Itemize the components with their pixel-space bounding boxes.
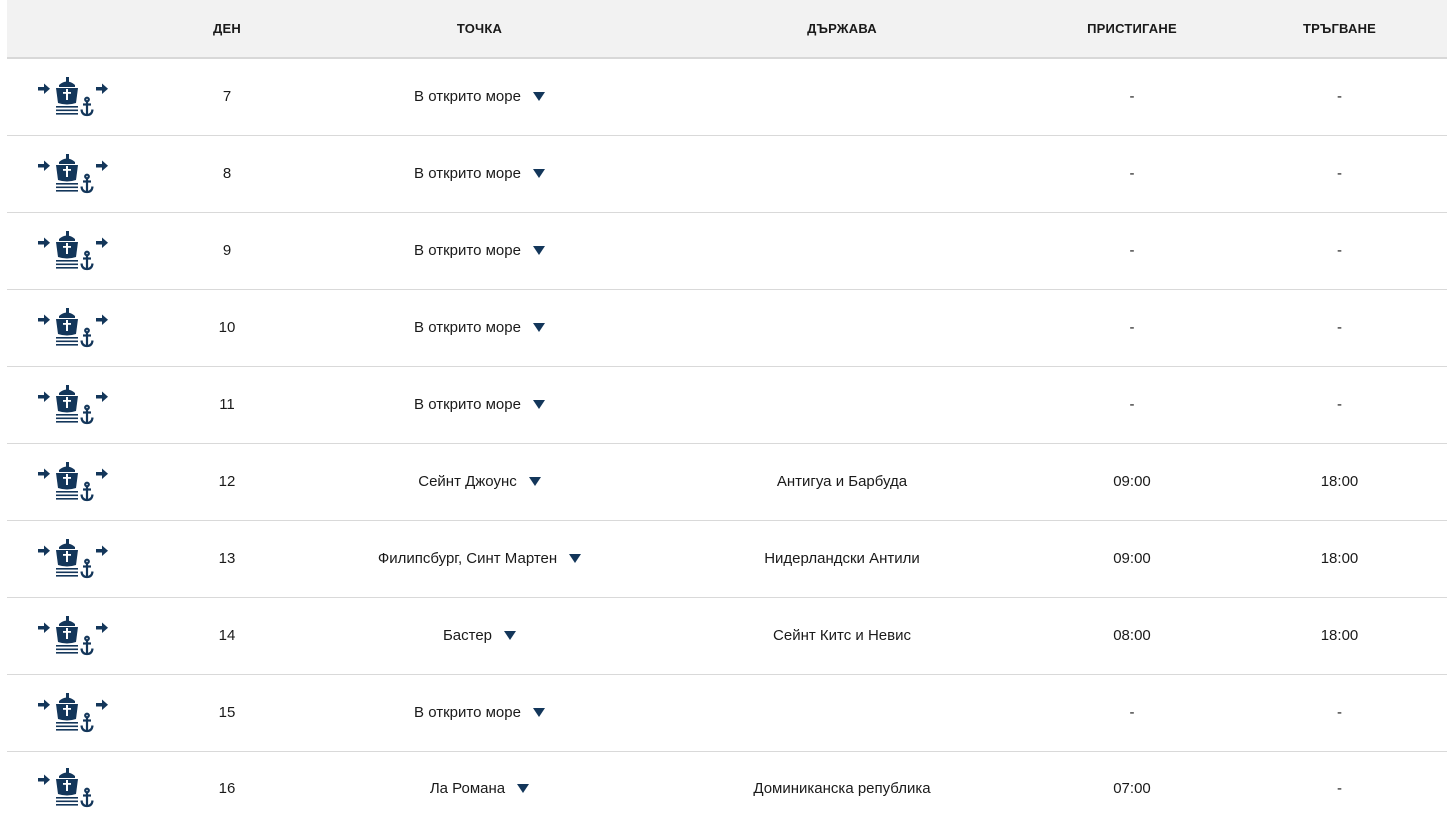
table-row <box>7 135 1447 212</box>
day-cell: 9 <box>222 242 232 259</box>
table-row <box>7 443 1447 520</box>
header-departure: ТРЪГВАНЕ <box>1232 0 1447 58</box>
port-cell <box>307 597 652 674</box>
arrival-cell: 07:00 <box>1113 779 1151 797</box>
port-cell <box>307 366 652 443</box>
day-cell: 11 <box>219 396 235 413</box>
table-row <box>7 289 1447 366</box>
icon-cell <box>7 212 147 289</box>
departure-cell: - <box>1337 396 1342 413</box>
port-label: В открито море <box>414 242 521 259</box>
caret-down-icon[interactable] <box>569 554 581 563</box>
table-row <box>7 366 1447 443</box>
arrival-cell: 08:00 <box>1113 627 1151 644</box>
day-cell: 7 <box>222 88 232 106</box>
icon-cell <box>7 289 147 366</box>
port-label: Ла Романа <box>429 779 506 797</box>
country-cell <box>652 674 1032 751</box>
port-cell <box>307 443 652 520</box>
table-row <box>7 751 1447 825</box>
ship-sea-icon <box>32 306 122 350</box>
table-row <box>7 674 1447 751</box>
port-dropdown[interactable] <box>414 88 545 105</box>
port-dropdown[interactable] <box>443 627 516 644</box>
icon-cell <box>7 443 147 520</box>
departure-cell: - <box>1337 704 1342 721</box>
port-label: В открито море <box>414 88 521 106</box>
port-dropdown[interactable] <box>414 242 545 259</box>
itinerary-rows <box>7 58 1447 825</box>
ship-sea-icon <box>32 537 122 581</box>
arrival-cell: - <box>1129 88 1135 106</box>
arrival-cell: - <box>1129 165 1135 182</box>
caret-down-icon[interactable] <box>533 169 545 178</box>
port-cell <box>307 212 652 289</box>
day-cell: 15 <box>218 704 236 721</box>
port-cell <box>307 58 652 135</box>
arrival-cell: - <box>1129 396 1135 413</box>
caret-down-icon[interactable] <box>517 784 529 793</box>
arrival-cell: - <box>1129 704 1135 721</box>
icon-cell <box>7 751 147 825</box>
table-row <box>7 520 1447 597</box>
port-cell <box>307 520 652 597</box>
port-dropdown[interactable] <box>414 396 545 413</box>
ship-sea-icon <box>32 614 122 658</box>
ship-sea-icon <box>32 229 122 273</box>
port-cell <box>307 674 652 751</box>
departure-cell: 18:00 <box>1320 627 1359 644</box>
ship-sea-icon <box>32 152 122 196</box>
port-label: В открито море <box>414 165 521 182</box>
port-dropdown[interactable] <box>414 704 545 721</box>
country-cell <box>652 135 1032 212</box>
day-cell: 10 <box>218 319 236 336</box>
port-dropdown[interactable] <box>418 473 541 490</box>
country-cell: Нидерландски Антили <box>764 550 920 567</box>
port-label: Бастер <box>442 627 493 644</box>
table-row <box>7 58 1447 135</box>
ship-sea-icon <box>32 460 122 504</box>
country-cell <box>652 366 1032 443</box>
day-cell: 12 <box>218 473 236 490</box>
header-icon <box>7 0 147 58</box>
departure-cell: - <box>1337 242 1342 259</box>
day-cell: 14 <box>218 627 236 644</box>
departure-cell: - <box>1337 319 1342 336</box>
departure-cell: 18:00 <box>1320 550 1359 567</box>
day-cell: 8 <box>222 165 232 182</box>
port-dropdown[interactable] <box>430 780 529 797</box>
icon-cell <box>7 520 147 597</box>
country-cell <box>652 212 1032 289</box>
departure-cell: - <box>1337 88 1342 106</box>
caret-down-icon[interactable] <box>504 631 516 640</box>
table-row <box>7 212 1447 289</box>
country-cell: Доминиканска република <box>753 779 931 797</box>
port-label: В открито море <box>414 319 521 336</box>
itinerary <box>7 0 1447 825</box>
port-label: В открито море <box>414 704 521 721</box>
header-day: ДЕН <box>147 0 307 58</box>
ship-sea-icon <box>32 383 122 427</box>
port-cell <box>307 135 652 212</box>
arrival-cell: 09:00 <box>1113 550 1151 567</box>
departure-cell: 18:00 <box>1320 473 1359 490</box>
itinerary-table <box>7 0 1447 825</box>
port-dropdown[interactable] <box>378 550 581 567</box>
icon-cell <box>7 135 147 212</box>
country-cell: Сейнт Китс и Невис <box>773 627 911 644</box>
ship-sea-icon <box>32 75 122 119</box>
port-dropdown[interactable] <box>414 319 545 336</box>
port-cell <box>307 289 652 366</box>
port-dropdown[interactable] <box>414 165 545 182</box>
ship-arrival-icon <box>32 766 122 810</box>
ship-sea-icon <box>32 691 122 735</box>
caret-down-icon[interactable] <box>533 708 545 717</box>
port-label: В открито море <box>414 396 521 413</box>
table-header-row <box>7 0 1447 58</box>
port-cell <box>307 751 652 825</box>
port-label: Сейнт Джоунс <box>418 473 517 490</box>
port-label: Филипсбург, Синт Мартен <box>377 550 558 567</box>
icon-cell <box>7 597 147 674</box>
caret-down-icon[interactable] <box>533 323 545 332</box>
header-country: ДЪРЖАВА <box>652 0 1032 58</box>
caret-down-icon[interactable] <box>529 477 541 486</box>
arrival-cell: - <box>1129 319 1135 336</box>
icon-cell <box>7 674 147 751</box>
header-arrival: ПРИСТИГАНЕ <box>1032 0 1232 58</box>
caret-down-icon[interactable] <box>533 400 545 409</box>
table-row <box>7 597 1447 674</box>
icon-cell <box>7 366 147 443</box>
departure-cell: - <box>1337 779 1342 797</box>
caret-down-icon[interactable] <box>533 246 545 255</box>
day-cell: 13 <box>218 550 236 567</box>
arrival-cell: - <box>1129 242 1135 259</box>
header-port: ТОЧКА <box>307 0 652 58</box>
day-cell: 16 <box>218 779 236 797</box>
country-cell <box>652 289 1032 366</box>
country-cell: Антигуа и Барбуда <box>776 473 908 490</box>
departure-cell: - <box>1337 165 1342 182</box>
icon-cell <box>7 58 147 135</box>
country-cell <box>652 58 1032 135</box>
caret-down-icon[interactable] <box>533 92 545 101</box>
arrival-cell: 09:00 <box>1113 473 1151 490</box>
